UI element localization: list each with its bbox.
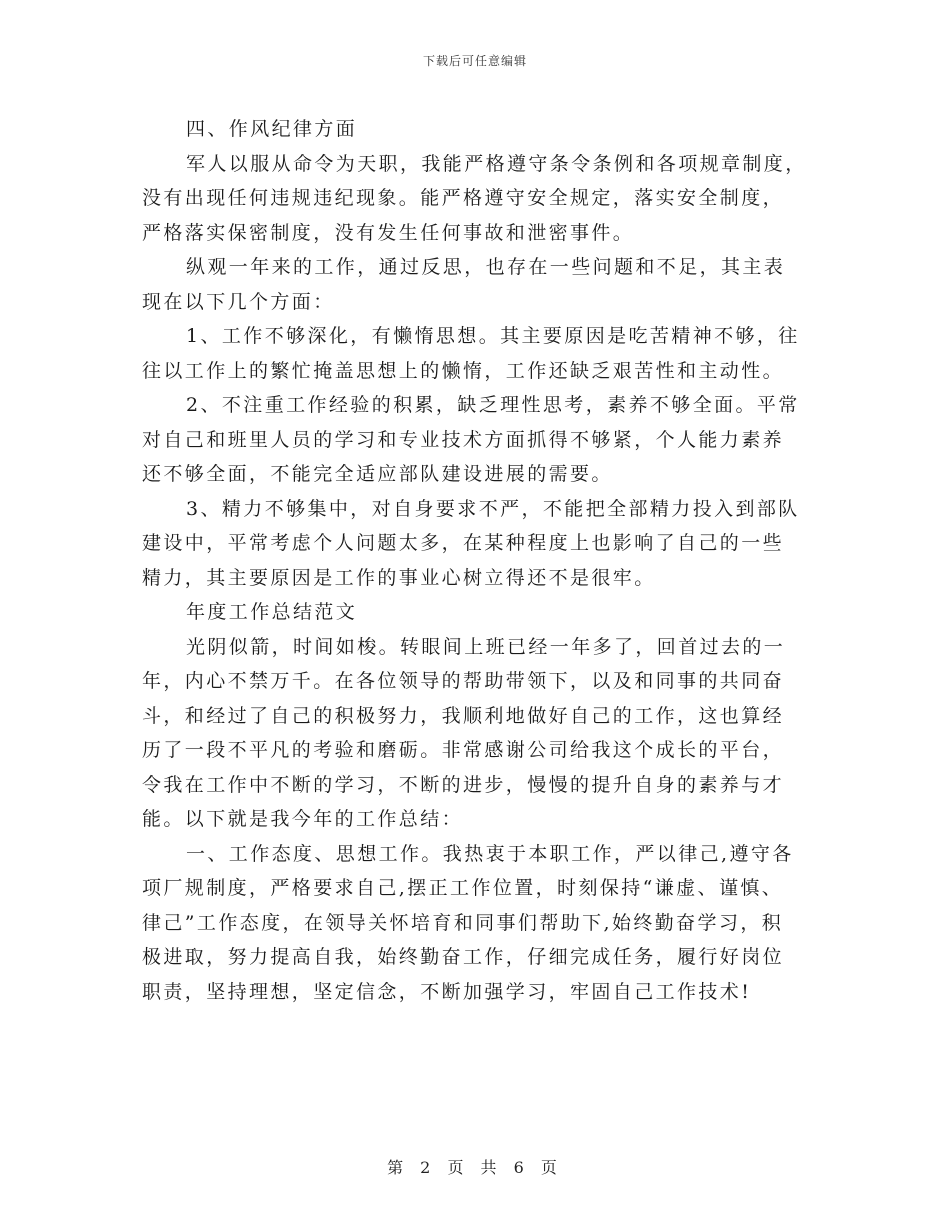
text-line: 严格落实保密制度，没有发生任何事故和泄密事件。 [142,221,635,244]
text-line: 光阴似箭，时间如梭。转眼间上班已经一年多了，回首过去的一 [186,635,786,658]
text-line: 年，内心不禁万千。在各位领导的帮助带领下，以及和同事的共同奋 [142,670,785,692]
text-line: 建设中，平常考虑个人问题太多，在某种程度上也影响了自己的一些 [142,532,785,554]
text-line: 四、作风纪律方面 [186,118,358,140]
text-line: 还不够全面，不能完全适应部队建设进展的需要。 [142,463,613,485]
text-line: 2、不注重工作经验的积累，缺乏理性思考，素养不够全面。平常 [186,394,800,416]
text-line: 极进取，努力提高自我，始终勤奋工作，仔细完成任务，履行好岗位 [142,946,785,968]
text-line: 对自己和班里人员的学习和专业技术方面抓得不够紧，个人能力素养 [142,428,785,451]
page-footer: 第 2 页 共 6 页 [387,1158,563,1177]
text-line: 职责，坚持理想，坚定信念，不断加强学习，牢固自己工作技术! [142,980,752,1003]
page-header-note: 下载后可任意编辑 [422,54,527,68]
text-line: 历了一段不平凡的考验和磨砺。非常感谢公司给我这个成长的平台， [142,739,785,761]
text-line: 精力，其主要原因是工作的事业心树立得还不是很牢。 [142,566,656,589]
text-line: 一、工作态度、思想工作。我热衷于本职工作，严以律己,遵守各 [186,842,794,865]
text-line: 能。以下就是我今年的工作总结： [142,808,464,830]
text-line: 年度工作总结范文 [186,601,358,623]
text-line: 军人以服从命令为天职，我能严格遵守条令条例和各项规章制度， [186,152,807,175]
text-line: 斗，和经过了自己的积极努力，我顺利地做好自己的工作，这也算经 [142,704,785,727]
text-line: 项厂规制度，严格要求自己,摆正工作位置，时刻保持“谦虚、谨慎、 [142,877,784,899]
text-line: 3、精力不够集中，对自身要求不严，不能把全部精力投入到部队 [186,497,800,520]
document-body [142,112,810,1009]
text-line: 现在以下几个方面： [142,290,335,313]
text-line: 律己”工作态度，在领导关怀培育和同事们帮助下,始终勤奋学习，积 [142,911,784,934]
text-line: 纵观一年来的工作，通过反思，也存在一些问题和不足，其主表 [186,256,786,278]
text-line: 令我在工作中不断的学习，不断的进步，慢慢的提升自身的素养与才 [142,773,785,796]
text-line: 往以工作上的繁忙掩盖思想上的懒惰，工作还缺乏艰苦性和主动性。 [142,359,785,382]
text-line: 1、工作不够深化，有懒惰思想。其主要原因是吃苦精神不够，往 [186,325,800,347]
text-line: 没有出现任何违规违纪现象。能严格遵守安全规定，落实安全制度， [142,187,785,209]
